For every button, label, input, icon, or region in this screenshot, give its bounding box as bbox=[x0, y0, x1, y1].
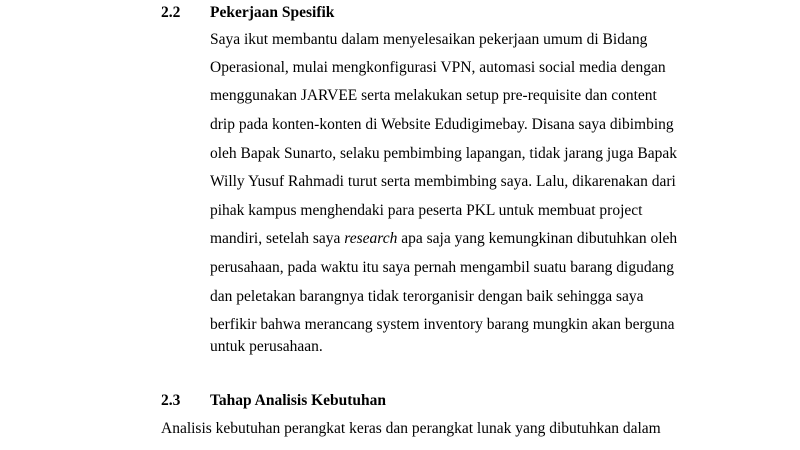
paragraph-line: Analisis kebutuhan perangkat keras dan perangkat lunak yang dibutuhkan dalam bbox=[161, 420, 661, 437]
paragraph-line: untuk perusahaan. bbox=[210, 338, 323, 355]
section-2-3-paragraph bbox=[161, 0, 694, 450]
paragraph-line: menggunakan JARVEE serta melakukan setup pre-requisite dan content bbox=[210, 87, 657, 104]
paragraph-line: dan peletakan barangnya tidak terorganisir dengan baik sehingga saya bbox=[210, 288, 644, 305]
paragraph-line: drip pada konten-konten di Website Edudigimebay. Disana saya dibimbing bbox=[210, 116, 674, 133]
text-segment: mandiri, setelah saya bbox=[210, 230, 341, 247]
text-segment: apa saja yang kemungkinan dibutuhkan oleh bbox=[401, 230, 678, 247]
section-number: 2.2 bbox=[161, 4, 181, 21]
paragraph-line: pihak kampus menghendaki para peserta PKL untuk membuat project bbox=[210, 202, 643, 219]
italic-term: research bbox=[344, 230, 398, 247]
paragraph-line: Saya ikut membantu dalam menyelesaikan pekerjaan umum di Bidang bbox=[210, 31, 648, 48]
section-title: Pekerjaan Spesifik bbox=[210, 4, 335, 21]
paragraph-line: berfikir bahwa merancang system inventory barang mungkin akan berguna bbox=[210, 316, 675, 333]
paragraph-line: perusahaan, pada waktu itu saya pernah mengambil suatu barang digudang bbox=[210, 259, 674, 276]
paragraph-line: Operasional, mulai mengkonfigurasi VPN, automasi social media dengan bbox=[210, 59, 666, 76]
section-number: 2.3 bbox=[161, 392, 181, 409]
paragraph-line: Willy Yusuf Rahmadi turut serta membimbing saya. Lalu, dikarenakan dari bbox=[210, 173, 676, 190]
paragraph-line: oleh Bapak Sunarto, selaku pembimbing lapangan, tidak jarang juga Bapak bbox=[210, 145, 678, 162]
section-title: Tahap Analisis Kebutuhan bbox=[210, 392, 387, 409]
